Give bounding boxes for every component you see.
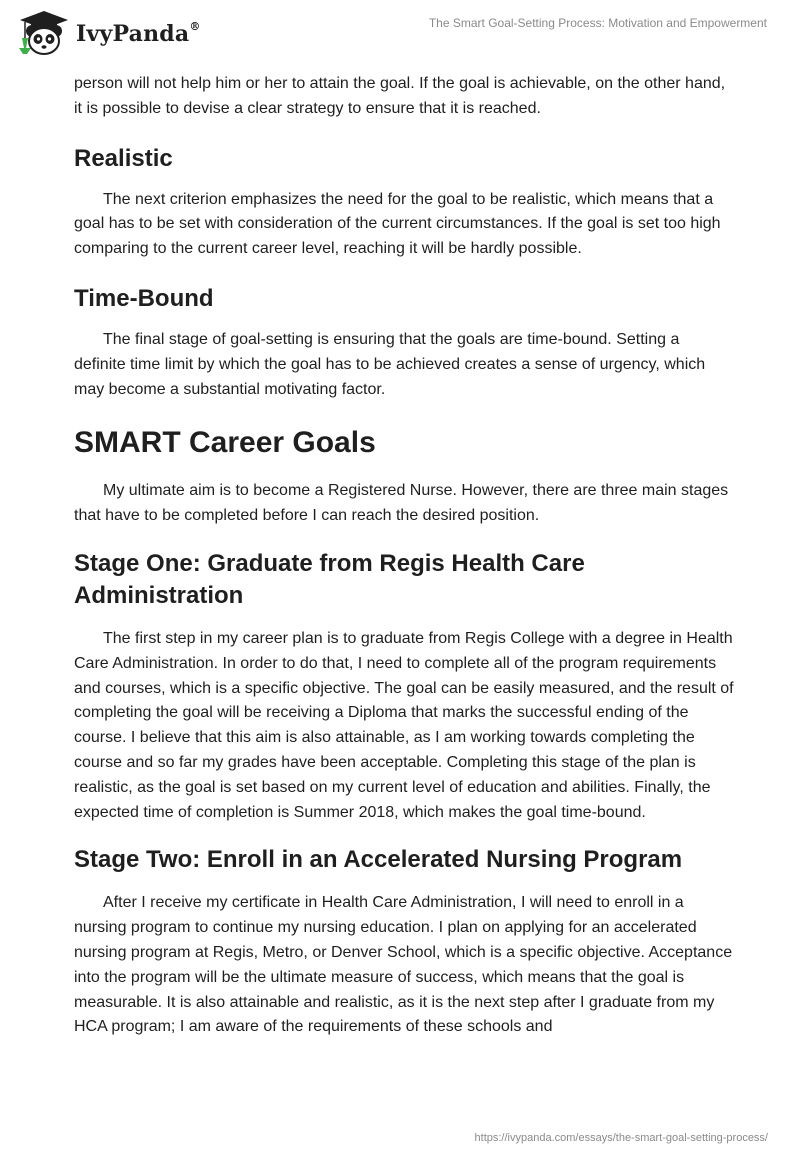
logo-wordmark: IvyPanda® bbox=[76, 19, 201, 47]
heading-realistic: Realistic bbox=[74, 144, 173, 172]
paragraph-smart-career-goals: My ultimate aim is to become a Registered Nurse. However, there are three main stages that have to be completed before I can reach the desired position. bbox=[74, 482, 729, 525]
ivypanda-logo[interactable] bbox=[14, 8, 204, 56]
paragraph-intro-continuation: person will not help him or her to attain the goal. If the goal is achievable, on the other hand, it is possible to devise a clear strategy to ensure that it is reached. bbox=[74, 75, 726, 117]
heading-smart-career-goals: SMART Career Goals bbox=[74, 426, 376, 460]
document-title: The Smart Goal-Setting Process: Motivation and Empowerment bbox=[428, 16, 767, 30]
heading-time-bound: Time-Bound bbox=[74, 284, 214, 312]
essay-content bbox=[74, 72, 734, 1040]
paragraph-realistic: The next criterion emphasizes the need for the goal to be realistic, which means that a goal has to be set with consideration of the current circumstances. If the goal is set too high comparing to the current career level, reaching it will be hardly possible. bbox=[74, 190, 721, 258]
page-header bbox=[0, 0, 800, 70]
heading-stage-one: Stage One: Graduate from Regis Health Care Administration bbox=[74, 549, 585, 609]
source-url[interactable]: https://ivypanda.com/essays/the-smart-goal-setting-process/ bbox=[474, 1132, 768, 1144]
panda-graduate-icon bbox=[14, 8, 76, 56]
paragraph-time-bound: The final stage of goal-setting is ensuring that the goals are time-bound. Setting a definite time limit by which the goal has to be achieved creates a sense of urgency, which may become a substantial motivating factor. bbox=[74, 330, 706, 398]
heading-stage-two: Stage Two: Enroll in an Accelerated Nursing Program bbox=[74, 846, 683, 874]
paragraph-stage-two: After I receive my certificate in Health Care Administration, I will need to enroll in a nursing program to continue my nursing education. I plan on applying for an accelerated nursing program at Regis, Metro, or Denver School, which is a specific objective. Acceptance into the program will be the ultimate measure of success, which means that the goal is measurable. It is also attainable and realistic, as it is the next step after I graduate from my HCA program; I am aware of the requirements of these schools and bbox=[74, 894, 733, 1036]
paragraph-stage-one: The first step in my career plan is to graduate from Regis College with a degree in Health Care Administration. In order to do that, I need to complete all of the program requirements and courses, which is a specific objective. The goal can be easily measured, and the result of completing the goal will be receiving a Diploma that marks the successful ending of the course. I believe that this aim is also attainable, as I am working towards completing the course and so far my grades have been acceptable. Completing this stage of the plan is realistic, as the goal is set based on my current level of education and abilities. Finally, the expected time of completion is Summer 2018, which makes the goal time-bound. bbox=[74, 629, 734, 821]
